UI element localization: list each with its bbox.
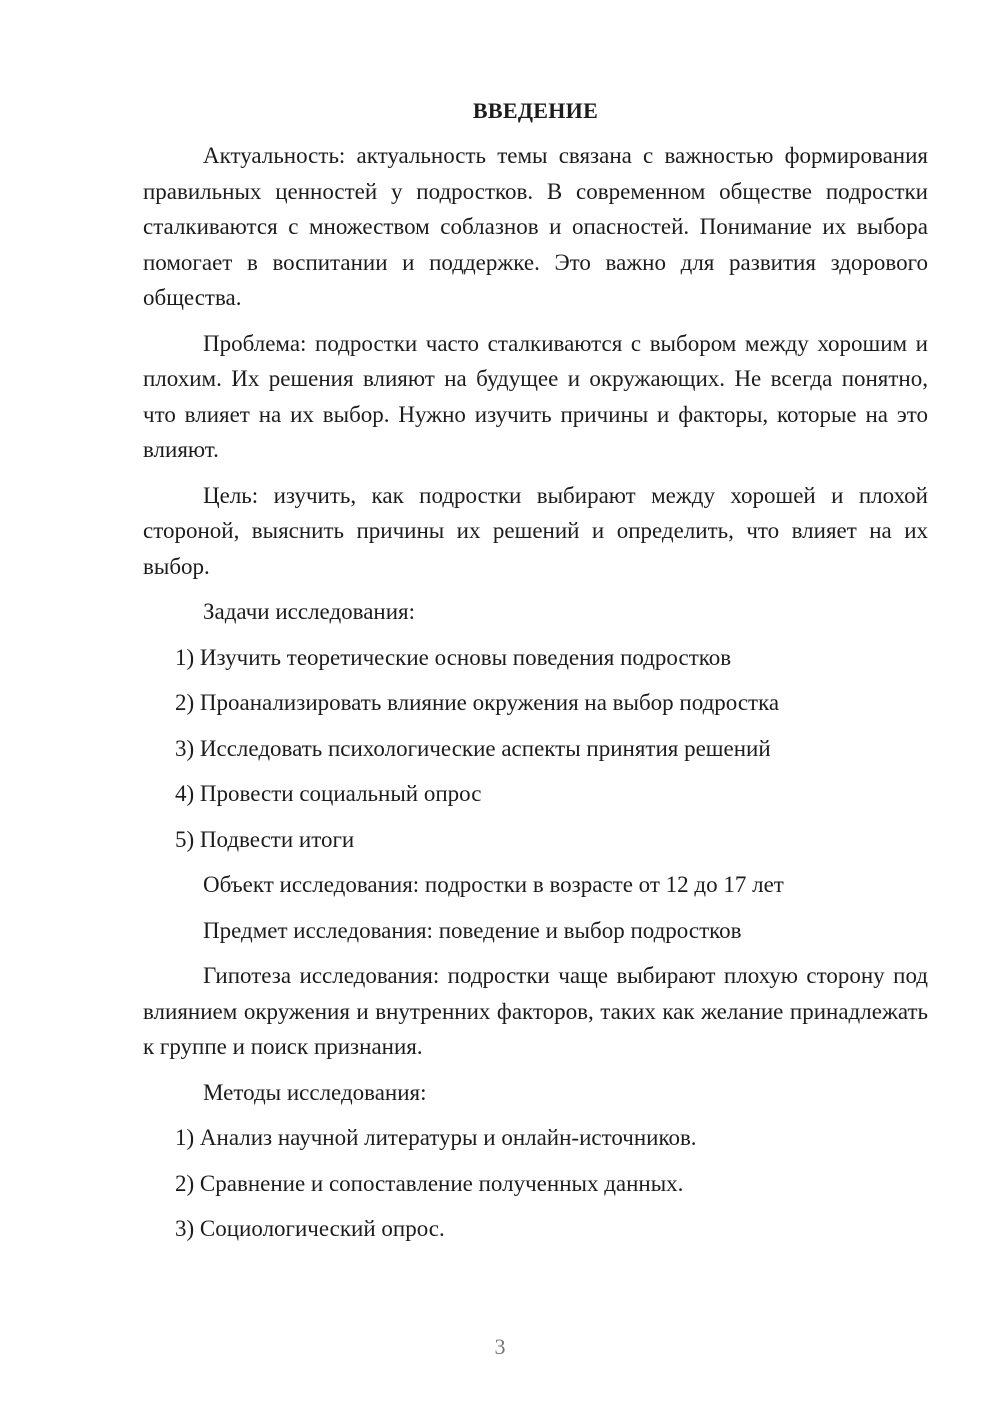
hypothesis-paragraph: Гипотеза исследования: подростки чаще выбирают плохую сторону под влиянием окружения и внутренних факторов, таких как желание принадлежать к группе и поиск признания. (143, 963, 928, 1059)
goal-paragraph: Цель: изучить, как подростки выбирают между хорошей и плохой стороной, выяснить причины их решений и определить, что влияет на их выбор. (143, 482, 928, 579)
tasks-heading: Задачи исследования: (203, 599, 416, 624)
section-title: ВВЕДЕНИЕ (472, 98, 599, 123)
page-number: 3 (494, 1334, 506, 1359)
relevance-paragraph: Актуальность: актуальность темы связана с важностью формирования правильных ценностей у подростков. В современном обществе подростки сталкиваются с множеством соблазнов и опасностей. Понимание их выбора помогает в воспитании и поддержке. Это важно для развития здорового общества. (143, 143, 928, 310)
task-item: 1) Изучить теоретические основы поведения подростков (175, 644, 732, 670)
object-line: Объект исследования: подростки в возрасте от 12 до 17 лет (203, 872, 784, 897)
task-item: 3) Исследовать психологические аспекты принятия решений (175, 735, 771, 761)
subject-line: Предмет исследования: поведение и выбор подростков (203, 917, 742, 943)
method-item: 3) Социологический опрос. (175, 1216, 445, 1241)
task-item: 5) Подвести итоги (175, 826, 355, 852)
task-item: 2) Проанализировать влияние окружения на выбор подростка (175, 690, 780, 715)
method-item: 2) Сравнение и сопоставление полученных данных. (175, 1170, 684, 1196)
methods-heading: Методы исследования: (203, 1079, 427, 1105)
task-item: 4) Провести социальный опрос (175, 781, 482, 806)
problem-paragraph: Проблема: подростки часто сталкиваются с выбором между хорошим и плохим. Их решения влияют на будущее и окружающих. Не всегда понятно, что влияет на их выбор. Нужно изучить причины и факторы, которые на это влияют. (143, 330, 928, 462)
page-content (143, 96, 928, 1257)
method-item: 1) Анализ научной литературы и онлайн-источников. (175, 1125, 697, 1150)
